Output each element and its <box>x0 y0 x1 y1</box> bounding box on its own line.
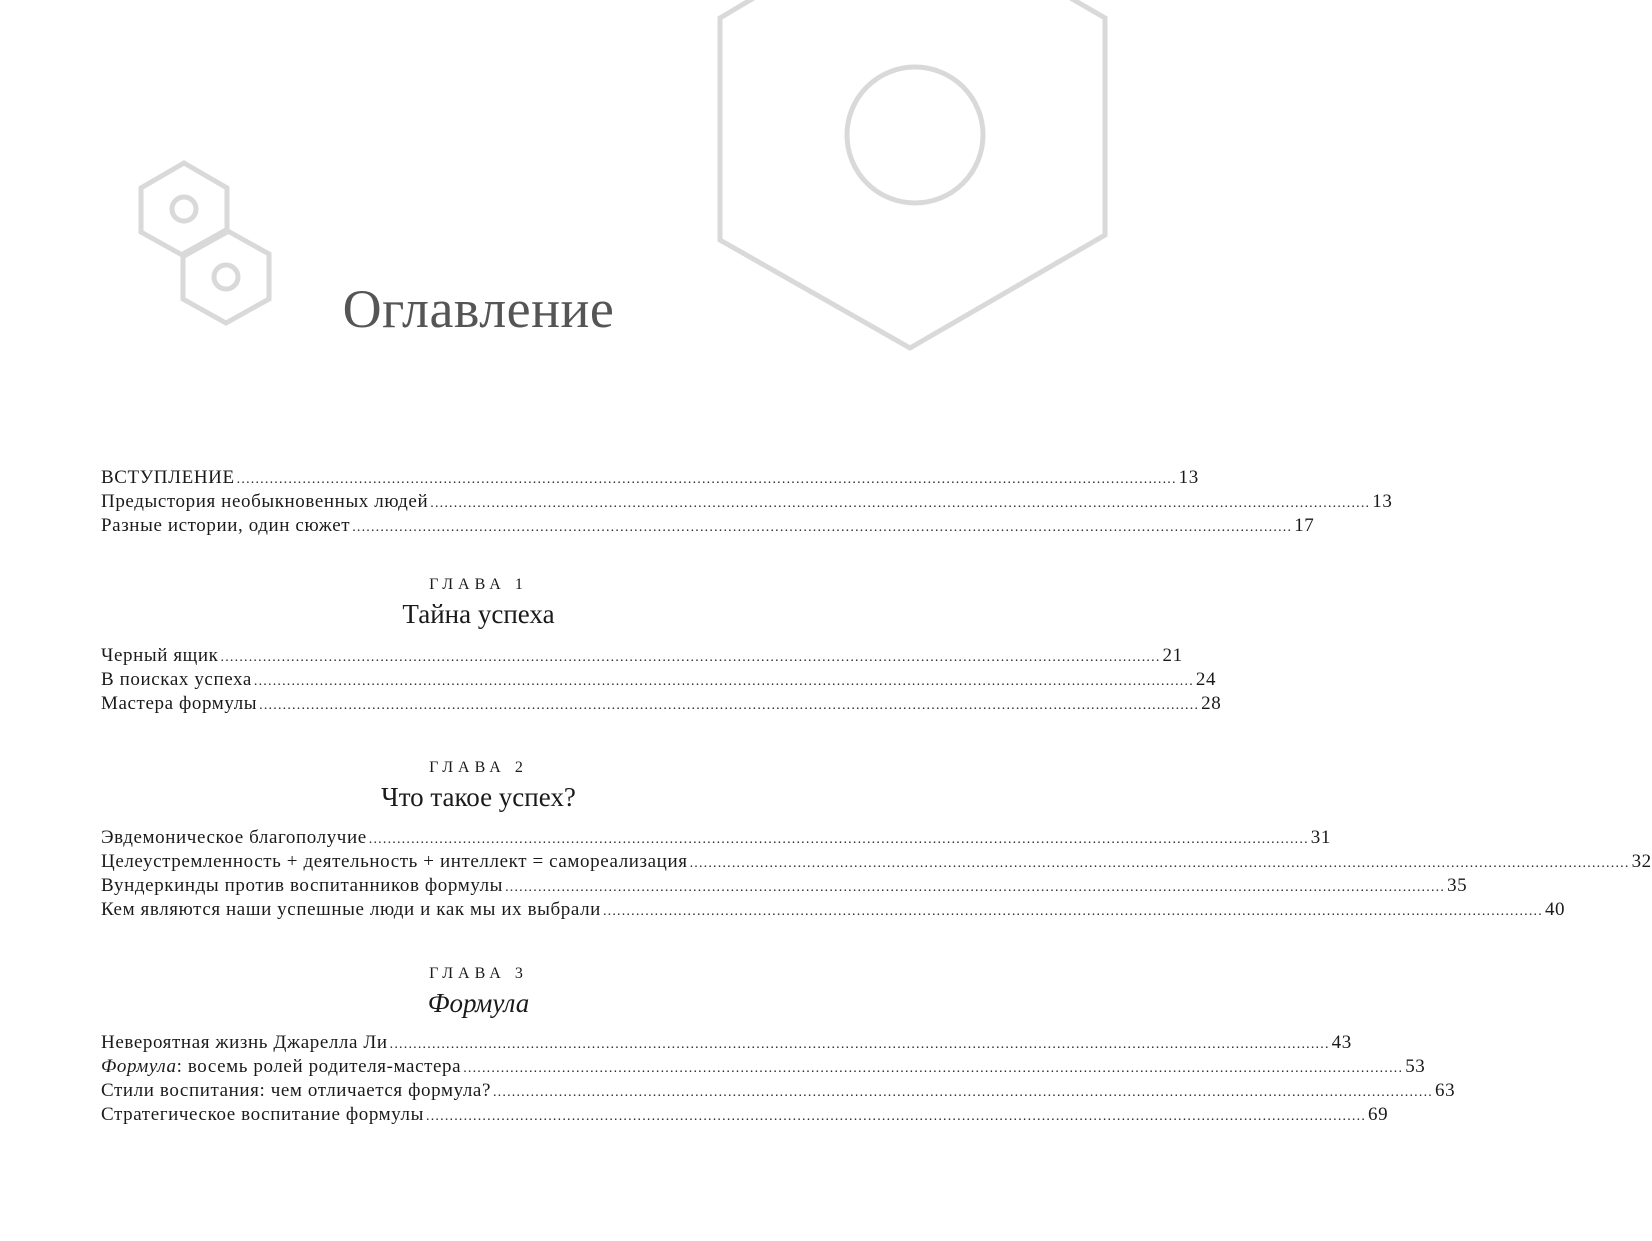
dot-leader: ........................................................................................................................................................................................................ <box>259 698 1200 713</box>
chapter-label: ГЛАВА 2 <box>429 759 528 776</box>
toc-entry <box>101 1079 1456 1103</box>
toc-entry-title: ВСТУПЛЕНИЕ <box>101 467 235 488</box>
dot-leader: ........................................................................................................................................................................................................ <box>492 1085 1433 1100</box>
chapter-label: ГЛАВА 1 <box>429 576 528 593</box>
toc-entry <box>101 826 1331 850</box>
dot-leader: ........................................................................................................................................................................................................ <box>602 904 1543 919</box>
toc-entry-title-italic: Формула <box>101 1056 177 1077</box>
toc-entry <box>101 874 1468 898</box>
toc-entry-page: 63 <box>1434 1080 1456 1101</box>
toc-entry <box>101 1055 1426 1079</box>
toc-entry-title: Предыстория необыкновенных людей <box>101 491 429 512</box>
chapter-toc <box>101 644 1222 716</box>
toc-entry <box>101 850 1652 874</box>
toc-entry-title: Вундеркинды против воспитанников формулы <box>101 875 504 896</box>
toc-entry-title: Мастера формулы <box>101 693 258 714</box>
chapter-toc <box>101 826 1652 922</box>
small-hexagon-upper <box>141 163 227 256</box>
dot-leader: ........................................................................................................................................................................................................ <box>253 674 1194 689</box>
small-hexagon-upper-dot <box>172 197 196 221</box>
intro-toc <box>101 466 1393 538</box>
page-title: Оглавление <box>342 279 615 339</box>
dot-leader: ........................................................................................................................................................................................................ <box>463 1061 1404 1076</box>
toc-entry-title: Стили воспитания: чем отличается формула? <box>101 1080 491 1101</box>
toc-entry <box>101 644 1183 668</box>
dot-leader: ........................................................................................................................................................................................................ <box>352 520 1293 535</box>
toc-entry <box>101 692 1222 716</box>
toc-entry-title <box>101 1055 461 1079</box>
toc-entry-title: В поисках успеха <box>101 669 252 690</box>
large-hexagon-ring <box>847 67 983 203</box>
toc-entry-title: Стратегическое воспитание формулы <box>101 1104 425 1125</box>
toc-entry-page: 13 <box>1178 467 1199 488</box>
toc-entry <box>101 490 1393 514</box>
dot-leader: ........................................................................................................................................................................................................ <box>368 832 1309 847</box>
dot-leader: ........................................................................................................................................................................................................ <box>389 1037 1330 1052</box>
toc-entry-title: Кем являются наши успешные люди и как мы их выбрали <box>101 899 601 920</box>
toc-entry-title: Эвдемоническое благополучие <box>101 827 367 848</box>
toc-entry <box>101 668 1217 692</box>
toc-entry <box>101 1103 1389 1127</box>
dot-leader: ........................................................................................................................................................................................................ <box>689 856 1630 871</box>
toc-entry-title: Целеустремленность + деятельность + интеллект = самореализация <box>101 851 688 872</box>
toc-entry-page: 17 <box>1294 515 1315 536</box>
toc-entry <box>101 466 1199 490</box>
toc-entry-page: 53 <box>1405 1056 1426 1077</box>
toc-entry-page: 40 <box>1544 899 1566 920</box>
chapter-title: Формула <box>427 988 530 1018</box>
dot-leader: ........................................................................................................................................................................................................ <box>430 496 1371 511</box>
toc-entry-title: Невероятная жизнь Джарелла Ли <box>101 1032 388 1053</box>
toc-entry <box>101 1031 1352 1055</box>
dot-leader: ........................................................................................................................................................................................................ <box>236 472 1177 487</box>
chapter-title: Тайна успеха <box>402 599 555 629</box>
chapter-title: Что такое успех? <box>381 782 576 812</box>
toc-entry <box>101 514 1315 538</box>
toc-entry-title-rest: : восемь ролей родителя-мастера <box>176 1056 462 1077</box>
toc-entry-page: 24 <box>1195 669 1217 690</box>
chapter-label: ГЛАВА 3 <box>429 965 528 982</box>
toc-entry-page: 35 <box>1447 875 1468 896</box>
toc-entry-title: Черный ящик <box>101 645 219 666</box>
dot-leader: ........................................................................................................................................................................................................ <box>426 1109 1367 1124</box>
toc-entry-page: 69 <box>1368 1104 1389 1125</box>
dot-leader: ........................................................................................................................................................................................................ <box>505 880 1446 895</box>
toc-entry-page: 21 <box>1162 645 1183 666</box>
toc-entry-page: 43 <box>1331 1032 1352 1053</box>
toc-entry-page: 32 <box>1631 851 1652 872</box>
chapter-toc <box>101 1031 1456 1127</box>
toc-entry <box>101 898 1566 922</box>
toc-entry-title: Разные истории, один сюжет <box>101 515 351 536</box>
toc-entry-page: 31 <box>1310 827 1331 848</box>
toc-entry-page: 28 <box>1201 693 1222 714</box>
dot-leader: ........................................................................................................................................................................................................ <box>220 650 1161 665</box>
toc-entry-page: 13 <box>1372 491 1393 512</box>
